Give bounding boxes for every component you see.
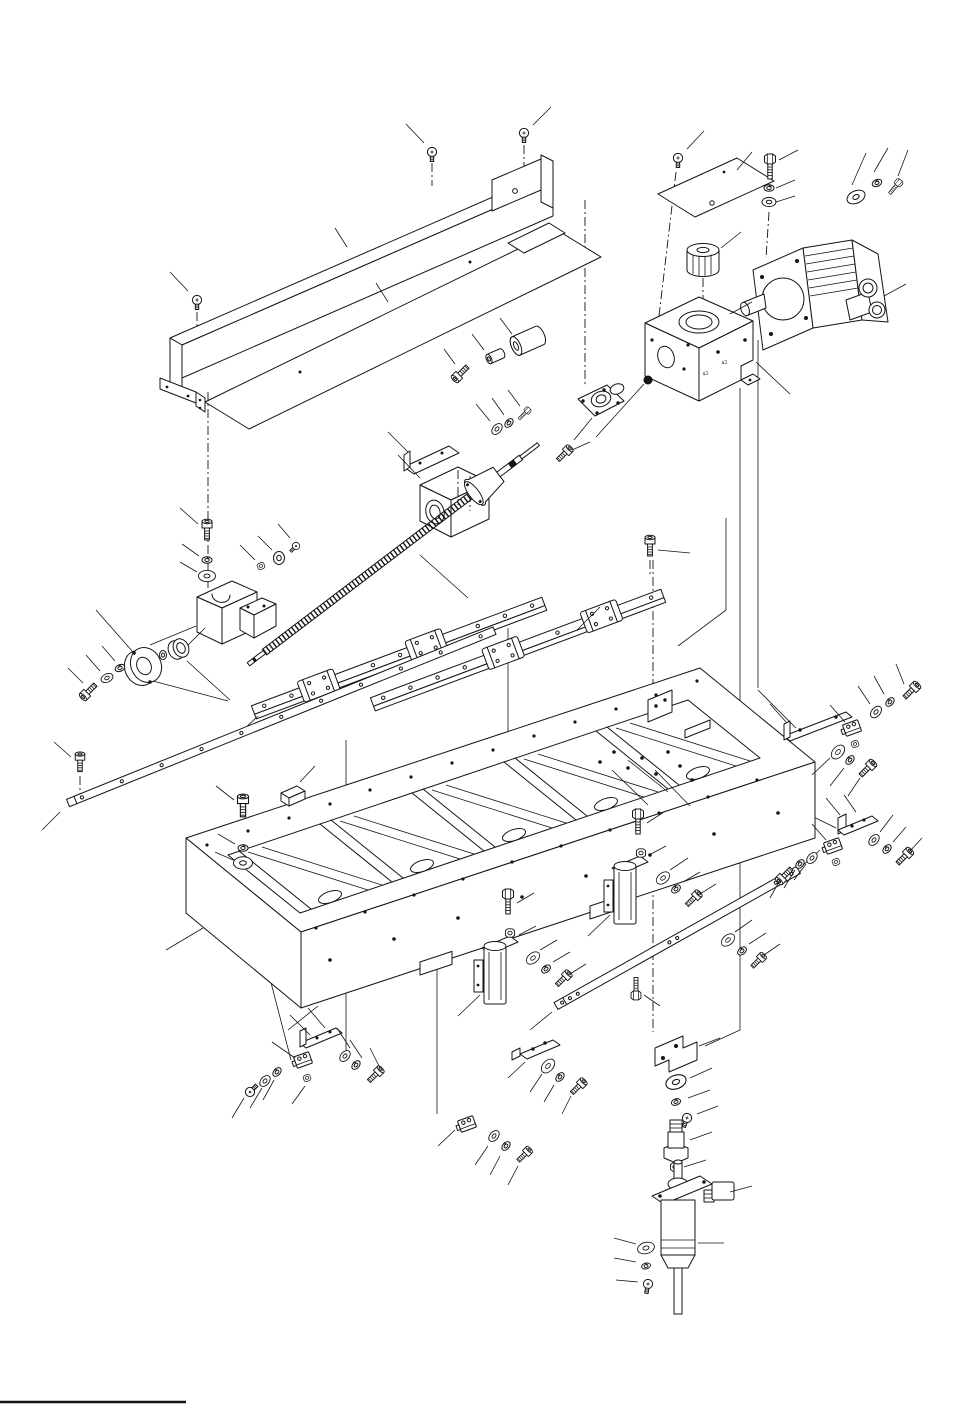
spacer-ring	[274, 552, 285, 565]
hex-screw	[631, 977, 641, 1000]
spring-washer	[670, 1097, 681, 1106]
switch-bracket	[512, 1040, 560, 1060]
spring-washer	[871, 178, 883, 188]
flat-washer	[868, 704, 883, 720]
spring-washer	[500, 1140, 512, 1152]
spring-washer	[844, 754, 856, 766]
housing-face-mark: 42	[701, 370, 710, 378]
leader-lines	[42, 742, 71, 830]
spring-washer	[764, 185, 774, 192]
spring-washer	[350, 1059, 362, 1071]
hex-nut	[851, 740, 860, 748]
spring-washer	[271, 1066, 283, 1078]
flat-washer	[198, 570, 215, 581]
cap-screw	[202, 519, 212, 540]
cap-screw	[569, 1077, 589, 1097]
flat-washer	[762, 197, 776, 206]
button-screw	[519, 128, 528, 142]
button-screw	[192, 295, 201, 309]
cap-screw	[554, 969, 574, 989]
left-support-bracket	[150, 581, 276, 645]
leader-line	[644, 995, 660, 1006]
flat-washer	[258, 1074, 273, 1089]
hex-nut	[257, 562, 266, 570]
cap-screw	[450, 363, 471, 384]
flat-washer	[719, 931, 737, 948]
flat-washer	[845, 187, 867, 206]
leader-lines	[614, 1238, 638, 1282]
spring-washer	[540, 963, 552, 974]
housing-face-mark: 42	[720, 359, 729, 367]
ball-screw-shaft	[239, 432, 548, 677]
leader-lines	[476, 390, 590, 450]
z-bracket	[655, 1036, 720, 1072]
proximity-switch	[821, 838, 843, 856]
spring-washer	[503, 417, 515, 429]
guide-carriage	[580, 599, 623, 633]
hex-nut	[506, 929, 515, 937]
proximity-switch	[840, 720, 862, 738]
leader-line	[170, 272, 188, 291]
spring-washer	[736, 945, 748, 956]
hex-nut	[637, 849, 646, 857]
cap-screw	[901, 680, 922, 701]
flat-washer	[100, 672, 115, 685]
cap-screw	[366, 1065, 386, 1085]
cap-screw	[684, 889, 704, 909]
switch-bracket	[826, 795, 878, 835]
hex-screw	[887, 178, 904, 196]
ball-nut-bracket	[388, 432, 459, 474]
hex-nut	[303, 1074, 312, 1082]
leader-line	[687, 131, 704, 149]
leader-line	[684, 1160, 706, 1167]
spring-washer	[554, 1071, 566, 1083]
guide-carriage	[481, 636, 524, 670]
spring-washer	[202, 557, 212, 564]
spring-washer	[884, 696, 896, 708]
hex-nut	[832, 858, 841, 866]
flat-washer	[664, 1072, 688, 1092]
cap-screw	[75, 752, 85, 772]
hex-screw	[517, 406, 532, 421]
leader-line	[406, 124, 424, 143]
spacer-sleeve-large	[508, 324, 548, 357]
flat-washer	[487, 1129, 502, 1144]
cap-screw	[857, 758, 878, 779]
cap-screw	[645, 535, 655, 556]
cap-screw	[555, 444, 575, 464]
flat-washer	[539, 1056, 558, 1075]
button-screw	[673, 153, 682, 167]
cap-screw	[515, 1145, 533, 1163]
elbow-fitting	[704, 1182, 752, 1202]
flat-washer	[636, 1240, 655, 1255]
spacer-sleeve-small	[485, 348, 506, 365]
flat-washer	[829, 742, 848, 761]
flat-washer	[338, 1049, 353, 1064]
cap-screw	[78, 681, 99, 702]
flat-washer	[234, 857, 253, 869]
cap-screw	[238, 794, 249, 817]
leader-lines	[508, 1062, 571, 1114]
flat-washer	[867, 833, 882, 848]
leader-lines	[180, 508, 290, 572]
spring-washer	[238, 845, 248, 852]
leader-lines	[688, 1068, 718, 1114]
pan-head-screw	[642, 1279, 654, 1294]
servo-motor	[730, 240, 906, 350]
leader-line	[533, 107, 551, 125]
adjuster-fitting	[664, 1120, 712, 1163]
leader-lines	[776, 150, 798, 202]
end-bearing-unit	[574, 382, 625, 440]
set-screw	[288, 541, 301, 554]
spring-washer	[881, 843, 893, 855]
hex-bolt	[765, 154, 776, 179]
shaft-coupling	[687, 232, 741, 277]
limit-switch	[455, 1116, 477, 1134]
button-screw	[427, 147, 436, 161]
flat-washer	[490, 422, 505, 437]
limit-switch	[291, 1052, 313, 1070]
leader-lines	[438, 1130, 518, 1185]
spring-washer	[641, 1262, 651, 1270]
flat-washer	[524, 949, 542, 966]
